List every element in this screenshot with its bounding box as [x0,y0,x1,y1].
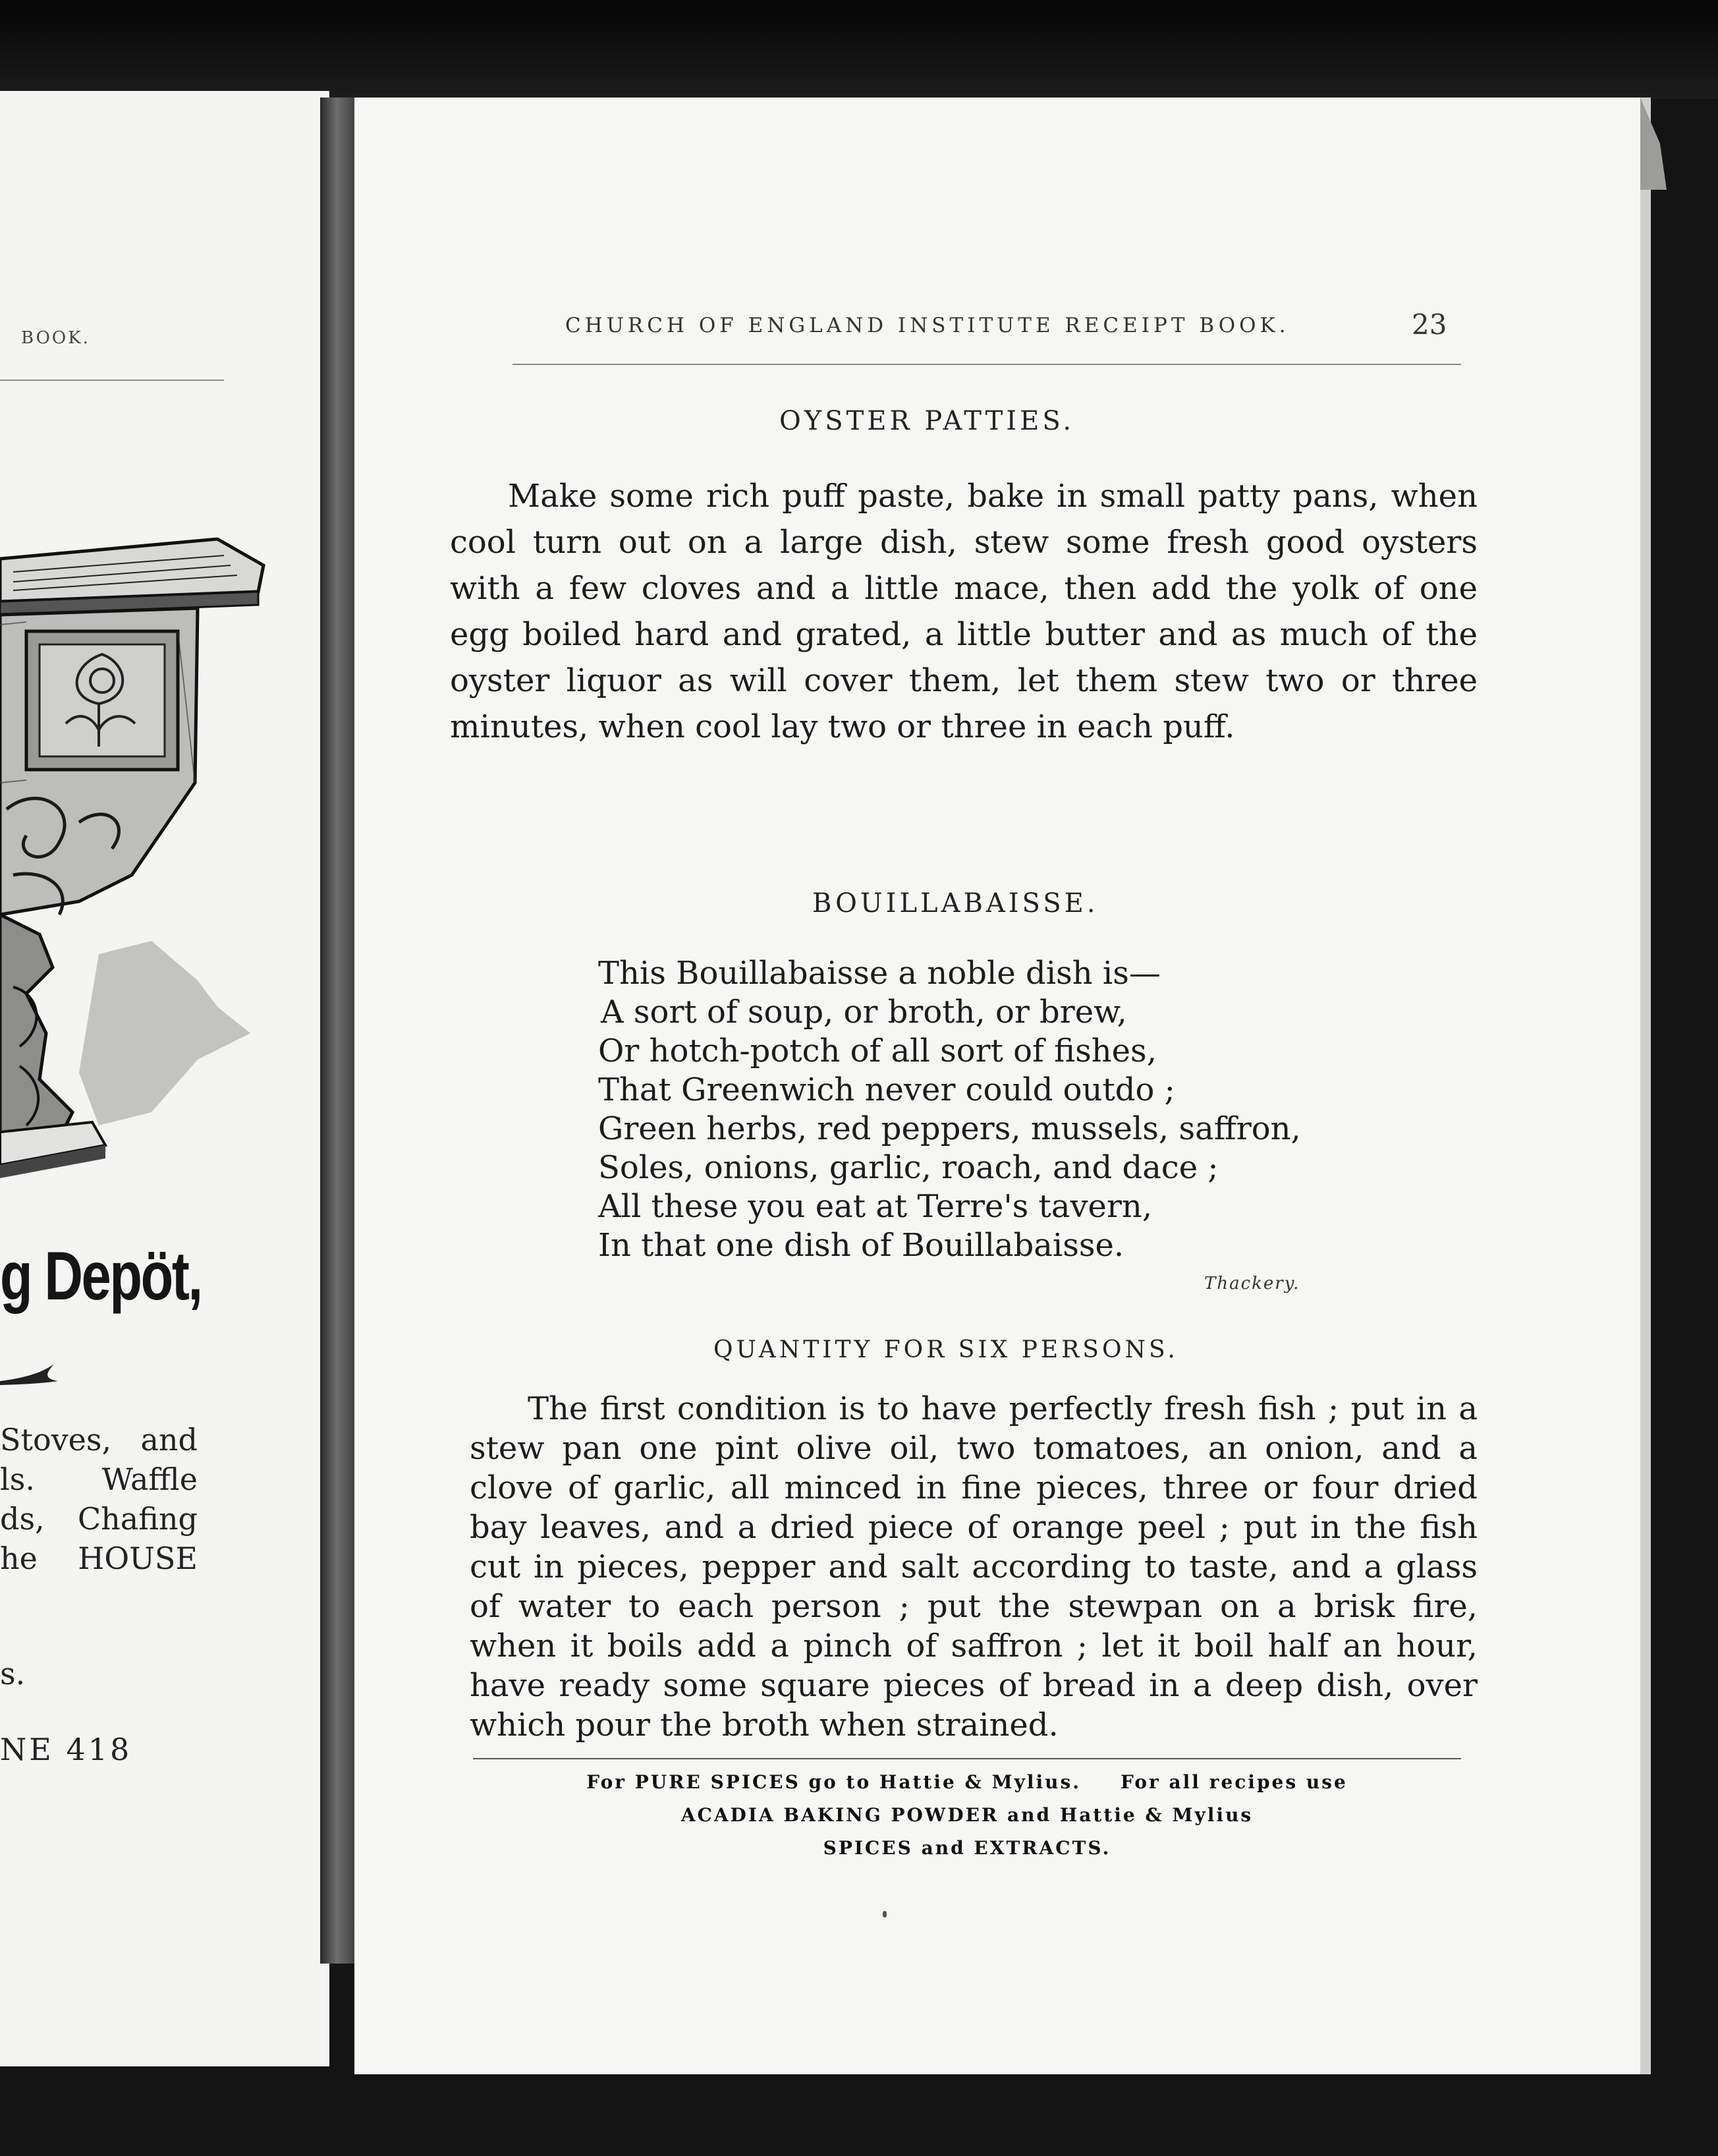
left-text-line: ds, Chafing [0,1501,198,1537]
poem-line: This Bouillabaisse a noble dish is— [598,955,1161,992]
book-gutter [320,98,357,1964]
page-corner-fold [1640,98,1667,190]
poem-line: That Greenwich never could outdo ; [598,1071,1175,1108]
footer-rule [473,1758,1461,1759]
paper-speck [883,1911,887,1917]
left-text-line: s. [0,1656,26,1691]
poem-line: Or hotch-potch of all sort of fishes, [598,1033,1157,1069]
footer-baking-powder-ad: ACADIA BAKING POWDER and Hattie & Mylius [680,1804,1254,1826]
footer-recipes-ad: For all recipes use [1121,1771,1348,1793]
stove-illustration [0,414,277,1224]
left-page [0,91,329,2066]
depot-heading: g Depöt, [0,1238,202,1315]
footer-spices-ad: For PURE SPICES go to Hattie & Mylius. [586,1771,1081,1793]
running-head: CHURCH OF ENGLAND INSTITUTE RECEIPT BOOK. [565,314,1290,337]
page-number: 23 [1412,308,1447,341]
bouillabaisse-poem [598,954,1301,1265]
quantity-recipe: The first condition is to have perfectly fresh fish ; put in a stew pan one pint olive oil, two tomatoes, an onion, and a clove of garlic, all minced in fine pieces, three or four dried bay leaves, and a dried piece of orange peel ; put in the fish cut in pieces, pepper and salt according to taste, and a glass of water to each person ; put the stewpan on a brisk fire, when it boils add a pinch of saffron ; let it boil half an hour, have ready some square pieces of bread in a deep dish, over which pour the broth when strained. [470,1390,1478,1744]
poem-line: All these you eat at Terre's tavern, [598,1188,1153,1225]
poem-line: Green herbs, red peppers, mussels, saffron, [598,1110,1301,1147]
right-page [354,98,1646,2074]
left-running-head: BOOK. [21,328,90,348]
left-text-line: ls. Waffle [0,1461,198,1497]
scan-background [0,0,1718,99]
bouillabaisse-title: BOUILLABAISSE. [812,888,1099,919]
oyster-patties-recipe: Make some rich puff paste, bake in small patty pans, when cool turn out on a large dish, stew some fresh good oysters with a few cloves and a little mace, then add the yolk of one egg boiled hard and grated, a little butter and as much of the oyster liquor as will cover them, let them stew two or three minutes, when cool lay two or three in each puff. [450,478,1478,745]
left-header-rule [0,380,224,381]
poem-attribution: Thackery. [1204,1274,1300,1293]
header-rule [513,364,1461,365]
quantity-title: QUANTITY FOR SIX PERSONS. [713,1336,1178,1363]
left-phone: NE 418 [0,1732,132,1767]
poem-line: Soles, onions, garlic, roach, and dace ; [598,1149,1219,1186]
poem-line: In that one dish of Bouillabaisse. [598,1227,1124,1264]
left-text-line: Stoves, and [0,1422,198,1458]
left-text-line: he HOUSE [0,1541,198,1576]
decorative-rule [0,1363,79,1389]
oyster-patties-title: OYSTER PATTIES. [779,406,1075,436]
poem-line: A sort of soup, or broth, or brew, [601,994,1127,1031]
page-edge [1640,98,1651,2074]
advertisement-footer [473,1766,1461,1865]
footer-extracts-ad: SPICES and EXTRACTS. [823,1837,1111,1859]
